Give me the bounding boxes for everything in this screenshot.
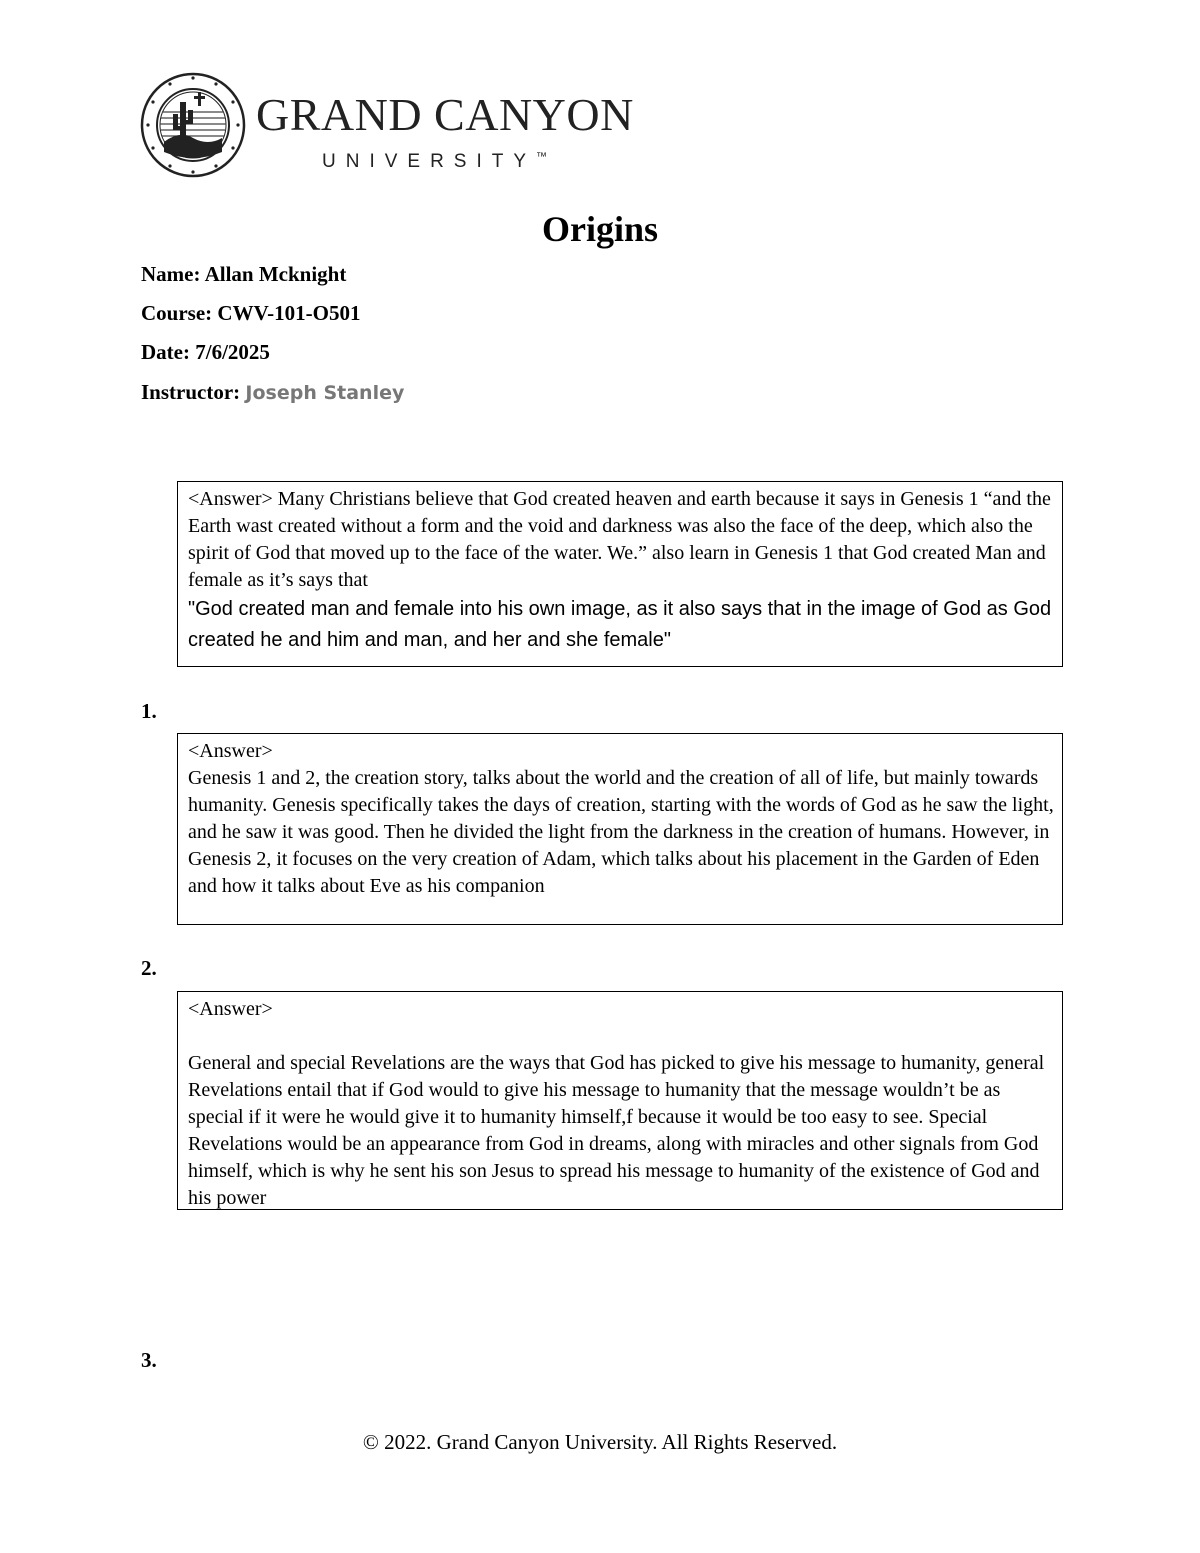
answer-box-1: [177, 733, 1063, 925]
footer-copyright: © 2022. Grand Canyon University. All Rights Reserved.: [362, 1430, 838, 1454]
answer-box-intro: [177, 481, 1063, 667]
page-title: Origins: [541, 209, 658, 249]
logo-trademark: ™: [536, 151, 548, 163]
meta-date: [141, 340, 270, 365]
name-value: Allan Mcknight: [204, 262, 347, 286]
name-label: Name:: [141, 262, 201, 286]
logo-subtitle-text: UNIVERSITY: [322, 151, 537, 172]
answer-2-label: <Answer>: [188, 998, 273, 1020]
university-logo: [140, 72, 634, 178]
answer-box-2: [177, 991, 1063, 1210]
meta-instructor: [141, 380, 404, 405]
answer-2-text: General and special Revelations are the ways that God has picked to give his message to humanity, general Revelations entail that if God would to give his message to humanity that the message wouldn’t be as special if it were he would give it to humanity himself,f because it would be too easy to see. Special Revelations would be an appearance from God in dreams, along with miracles and other signals from God himself, which is why he sent his son Jesus to spread his message to humanity of the existence of God and his power: [188, 1052, 1045, 1209]
course-value: CWV-101-O501: [217, 301, 361, 325]
answer-intro-quote: "God created man and female into his own image, as it also says that in the image of God as God created he and him and man, and her and she female": [188, 598, 1052, 651]
course-label: Course:: [141, 301, 213, 325]
instructor-label: Instructor:: [141, 380, 241, 404]
meta-course: [141, 301, 361, 326]
question-number-2: 2.: [141, 956, 157, 980]
answer-1-label: <Answer>: [188, 740, 273, 762]
university-seal-icon: [140, 72, 248, 178]
logo-wordmark: GRAND CANYON: [256, 89, 634, 140]
date-label: Date:: [141, 340, 190, 364]
instructor-value: Joseph Stanley: [245, 382, 405, 404]
meta-name: [141, 262, 346, 287]
answer-intro-text: <Answer> Many Christians believe that God created heaven and earth because it says in Genesis 1 “and the Earth wast created without a form and the void and darkness was also the face of the deep, which also the spirit of God that moved up to the face of the water. We.” also learn in Genesis 1 that God created Man and female as it’s says that: [188, 488, 1051, 591]
logo-subtitle: [322, 152, 547, 171]
question-number-1: 1.: [141, 699, 157, 723]
date-value: 7/6/2025: [195, 340, 270, 364]
answer-1-text: Genesis 1 and 2, the creation story, talks about the world and the creation of all of life, but mainly towards humanity. Genesis specifically takes the days of creation, starting with the words of God as he saw the light, and he saw it was good. Then he divided the light from the darkness in the creation of humans. However, in Genesis 2, it focuses on the very creation of Adam, which talks about his placement in the Garden of Eden and how it talks about Eve as his companion: [188, 767, 1054, 897]
question-number-3: 3.: [141, 1348, 157, 1372]
